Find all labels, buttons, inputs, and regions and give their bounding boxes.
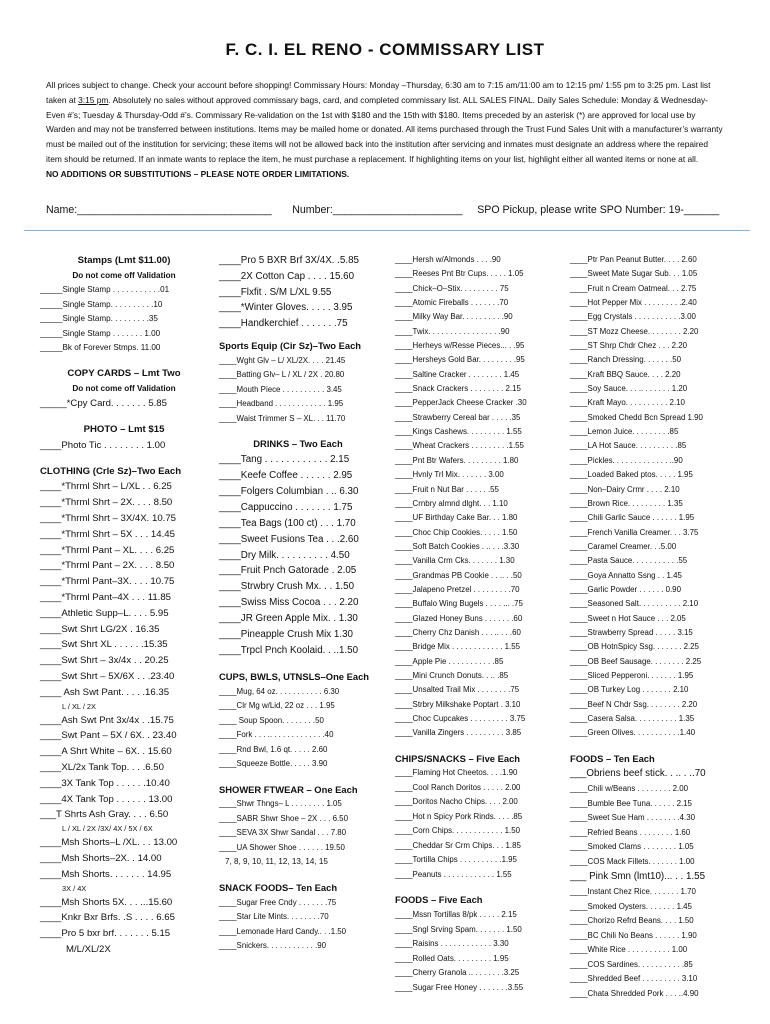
list-item[interactable]: ____Caramel Creamer. . .5.00	[570, 541, 677, 551]
list-item[interactable]: ____Herheys w/Resse Pieces... . .95	[395, 341, 525, 351]
list-item[interactable]: ____Headband . . . . . . . . . . . . 1.95	[219, 399, 344, 409]
list-item[interactable]: ____Egg Crystals . . . . . . . . . . .3.00	[570, 312, 696, 322]
divider	[24, 230, 750, 231]
list-item[interactable]: ____*Thrml Pant – 2X. . . . 8.50	[40, 560, 175, 572]
list-item[interactable]: ____Sweet Sue Ham . . . . . . . .4.30	[570, 813, 696, 823]
list-item[interactable]: ____Handkerchief . . . . . . .75	[219, 318, 348, 330]
list-item[interactable]: ____Batting Glv– L / XL / 2X . 20.80	[219, 370, 345, 380]
list-item[interactable]: ____Milky Way Bar. . . . . . . . . .90	[395, 312, 513, 322]
list-item[interactable]: ____Hot n Spicy Pork Rinds. . . . .85	[395, 811, 523, 821]
list-item[interactable]: ____Grandmas PB Cookie . . .. . .50	[395, 570, 522, 580]
photo-list	[40, 438, 208, 454]
list-item[interactable]: ____Msh Shorts–L /XL. . . 13.00	[40, 837, 178, 849]
size-note: M/L/XL/2X	[66, 943, 111, 955]
list-item[interactable]: ____Snickers. . . . . . . . . . . .90	[219, 941, 327, 951]
list-item[interactable]: ____Squeeze Bottle. . . . . 3.90	[219, 759, 328, 769]
list-item[interactable]: ____Mini Crunch Donuts. . .. .85	[395, 670, 509, 680]
list-item[interactable]: ____Sweet Fusions Tea . . .2.60	[219, 533, 359, 545]
list-item[interactable]: ____OB Beef Sausage. . . . . . . . 2.25	[570, 656, 702, 666]
list-item[interactable]: ____Glazed Honey Buns . . . . . . .60	[395, 613, 523, 623]
list-item[interactable]: ____Flxfit . S/M L/XL 9.55	[219, 286, 332, 298]
list-item[interactable]: ____*Thrml Shrt – 5X . . . 14.45	[40, 528, 175, 540]
list-item[interactable]: ____Hersheys Gold Bar. . . . . . . . .95	[395, 355, 525, 365]
list-item[interactable]: ____Cappuccino . . . . . . . 1.75	[219, 501, 353, 513]
clothing-list-2	[40, 713, 208, 824]
spo-field[interactable]: SPO Pickup, please write SPO Number: 19-______	[477, 204, 720, 216]
stamps-note: Do not come off Validation	[72, 270, 176, 280]
list-item[interactable]: ____ Ash Swt Pant. . . . .16.35	[40, 686, 170, 698]
list-item[interactable]: ____*Thrml Shrt – 2X. . . . 8.50	[40, 497, 173, 509]
list-item[interactable]: ____Chili w/Beans . . . . . . . . 2.00	[570, 784, 688, 794]
list-item[interactable]: ____Ranch Dressing. . . . . . .50	[570, 355, 681, 365]
list-item[interactable]: ____Athletic Supp–L. . . . 5.95	[40, 607, 169, 619]
list-item[interactable]: ____Strbry Milkshake Poptart . 3.10	[395, 699, 521, 709]
list-item[interactable]: ____Rolled Oats. . . . . . . . . 1.95	[395, 953, 509, 963]
list-item[interactable]: ____Dry Milk. . . . . . . . . . 4.50	[219, 549, 350, 561]
list-item[interactable]: ____Folgers Columbian . .. 6.30	[219, 485, 359, 497]
list-item[interactable]: ____Jalapeno Pretzel . . . . . . . . .70	[395, 584, 520, 594]
candy-list	[395, 253, 557, 741]
list-item[interactable]: _____Bk of Forever Stmps. 11.00	[40, 343, 161, 353]
list-item[interactable]: ____Chick–O–Stix. . . . . . . . . 75	[395, 283, 509, 293]
list-item[interactable]: ____*Thrml Pant–3X. . . . 10.75	[40, 576, 175, 588]
list-item[interactable]: ____Pro 5 BXR Brf 3X/4X. .5.85	[219, 255, 359, 266]
list-item[interactable]: ____Brown Rice. . . . . . . . . 1.35	[570, 498, 683, 508]
list-item[interactable]: ____Hot Pepper Mix . . . . . . . . .2.40	[570, 298, 697, 308]
list-item[interactable]: ____Clr Mg w/Lid, 22 oz . . . 1.95	[219, 701, 335, 711]
list-item[interactable]: ____Soft Batch Cookies . .. . . .3.30	[395, 541, 520, 551]
list-item[interactable]: ____Raisins . . . . . . . . . . . . 3.30	[395, 939, 509, 949]
list-item[interactable]: ____Kraft Mayo. . . . . . . . . . 2.10	[570, 398, 685, 408]
list-item[interactable]: ____SABR Shwr Shoe – 2X . . . 6.50	[219, 813, 348, 823]
list-item[interactable]: ____*Thrml Pant – XL. . . . 6.25	[40, 544, 175, 556]
list-item[interactable]: ____Swt Shrt LG/2X . 16.35	[40, 623, 160, 635]
list-item[interactable]: ____Crnbry almnd dlght. . . 1.10	[395, 498, 508, 508]
list-item[interactable]: ____Cool Ranch Doritos . . . . . 2.00	[395, 782, 521, 792]
list-item[interactable]: ____BC Chili No Beans . . . . . . 1.90	[570, 930, 697, 940]
list-item[interactable]: ____Choc Chip Cookies. . . . . 1.50	[395, 527, 518, 537]
list-item[interactable]: ____Doritos Nacho Chips. . . . 2.00	[395, 797, 518, 807]
list-item[interactable]: ____Bridge Mix . . . . . . . . . . . . 1.55	[395, 642, 520, 652]
list-item[interactable]: ____Pineapple Crush Mix 1.30	[219, 629, 353, 641]
list-item[interactable]: ____Green Olives. . . . . . . . . . .1.40	[570, 728, 695, 738]
list-item[interactable]: ____ST Shrp Chdr Chez . . . 2.20	[570, 341, 687, 351]
list-item[interactable]: ____Lemonade Hard Candy.. . .1.50	[219, 926, 347, 936]
list-item[interactable]: ____Smoked Oysters. . . . . . . 1.45	[570, 901, 692, 911]
list-item[interactable]: ____Msh Shorts 5X. . . ...15.60	[40, 896, 173, 908]
list-item[interactable]: ____3X Tank Top . . . . . .10.40	[40, 777, 170, 789]
section-heading-shower: SHOWER FTWEAR – One Each	[219, 783, 358, 795]
shower-list	[219, 797, 377, 855]
sports-list	[219, 354, 377, 427]
list-item[interactable]: ____ST Mozz Cheese. . . . . . . . 2.20	[570, 326, 699, 336]
list-item[interactable]: ____Trpcl Pnch Koolaid. . ..1.50	[219, 644, 359, 656]
cups-list	[219, 685, 377, 772]
notice-block	[46, 78, 726, 182]
list-item[interactable]: ____Kraft BBQ Sauce. . . . 2.20	[570, 369, 681, 379]
clothing-list	[40, 479, 208, 700]
list-item[interactable]: ____Swt Shrt XL . . . . . .15.35	[40, 639, 168, 651]
list-item[interactable]: ____JR Green Apple Mix. . 1.30	[219, 613, 358, 625]
list-item[interactable]: ____Fruit Pnch Gatorade . 2.05	[219, 565, 357, 577]
list-item[interactable]: ____Smoked Clams . . . . . . . . 1.05	[570, 842, 694, 852]
list-item[interactable]: ____Swiss Miss Cocoa . . . 2.20	[219, 597, 359, 609]
foods-ten-list-2	[570, 885, 730, 1001]
list-item[interactable]: ____Hvnly Trl Mix. . . . . . . 3.00	[395, 470, 504, 480]
list-item[interactable]: ____Mug, 64 oz. . . . . . . . . . . 6.30	[219, 686, 340, 696]
section-heading-copy: COPY CARDS – Lmt Two	[67, 367, 181, 379]
list-item[interactable]: ____Flaming Hot Cheetos. . . .1.90	[395, 768, 518, 778]
clothing-list-3	[40, 835, 208, 882]
copy-note: Do not come off Validation	[72, 383, 176, 393]
list-item[interactable]: ____SEVA 3X Shwr Sandal . . . 7.80	[219, 828, 347, 838]
list-item[interactable]: ____Swt Shrt – 5X/6X . . .23.40	[40, 671, 175, 683]
list-item[interactable]: ____Vanilla Crm Cks. . . . . . . 1.30	[395, 556, 515, 566]
list-item[interactable]: ____XL/2x Tank Top. . . .6.50	[40, 762, 164, 774]
list-item[interactable]: ____Lemon Juice. . . . . . . . .85	[570, 427, 679, 437]
notice-no-substitutions: NO ADDITIONS OR SUBSTITUTIONS – PLEASE NOTE ORDER LIMITATIONS.	[46, 168, 350, 179]
column-2	[219, 253, 377, 954]
list-item[interactable]: ____Cheddar Sr Crm Chips. . . 1.85	[395, 840, 521, 850]
list-item[interactable]: ____Kings Cashews. . . . . . . . . 1.55	[395, 427, 522, 437]
size-note: L / XL / 2X	[62, 701, 96, 711]
column-3	[395, 253, 557, 995]
section-heading-snack: SNACK FOODS– Ten Each	[219, 881, 338, 893]
list-item[interactable]: ____Unsalted Trail Mix . . . . . . . .75	[395, 685, 520, 695]
section-heading-foods-five: FOODS – Five Each	[395, 894, 483, 906]
list-item[interactable]: _____Single Stamp. . . . . . . . .35	[40, 314, 158, 324]
list-item[interactable]: ____Star Lite Mints. . . . . . . .70	[219, 912, 329, 922]
list-item[interactable]: ____Wght Glv – L/ XL/2X. . . . 21.45	[219, 355, 346, 365]
list-item[interactable]: ____Saltine Cracker . . . . . . . . 1.45	[395, 369, 520, 379]
condiments-list	[570, 253, 730, 741]
list-item[interactable]: ____2X Cotton Cap . . . . 15.60	[219, 270, 355, 282]
list-item[interactable]: ____Apple Pie . . . . . . . . . . .85	[395, 656, 504, 666]
notice-text-b: . Absolutely no sales without approved commissary bags, card, and completed commissary list. ALL SALES FINAL. Daily Sales Schedule: Monday & Wednesday-Even #’s; Tuesday & Thursday-Odd #’s. Commissary Re-validation on the 1st with $180 and the 15th with $180. Items preceded by an asterisk (*) are approved for local use by Warden and may not be transferred between institutions. Items may be mailed home or donated. All items purchased through the Trust Fund Sales Unit with a manufacturer’s warranty must be mailed out of the institution for servicing; these items will not be allowed back into the institution after servicing and inmates must designate an address where the repaired item should be returned. If an inmate wants to replace the item, he must purchase a replacement. If highlighting items on your list, highlight either all wanted items or none at all.	[46, 94, 723, 164]
notice-text-a: All prices subject to change. Check your account before shopping! Commissary Hours: Monday –Thursday, 6:30 am to 7:15 am/11:00 am to 12:15 pm/ 1:55 pm to 3:25 pm. Last list taken at	[46, 80, 711, 105]
chips-list	[395, 766, 557, 882]
list-item[interactable]: ____Cherry Granola .. . . . . . . .3.25	[395, 968, 520, 978]
foods-ten-list	[570, 782, 730, 869]
list-item[interactable]: ____4X Tank Top . . . . . . 13.00	[40, 793, 173, 805]
list-item[interactable]: _____*Cpy Card. . . . . . . 5.85	[40, 398, 167, 410]
list-item[interactable]: ____Casera Salsa. . . . . . . . . . 1.35	[570, 714, 695, 723]
list-item[interactable]: ____Msh Shorts–2X. . 14.00	[40, 853, 162, 864]
list-item[interactable]: ____Sweet Mate Sugar Sub. . . 1.05	[570, 269, 698, 279]
list-item[interactable]: ____Rnd Bwl, 1.6 qt. . . . . 2.60	[219, 744, 328, 754]
list-item[interactable]: ____Tea Bags (100 ct) . . . 1.70	[219, 517, 356, 529]
list-item[interactable]: ____Soy Sauce. . . .. . . . . . . 1.20	[570, 384, 688, 394]
list-item[interactable]: ____Keefe Coffee . . . . . . 2.95	[219, 469, 353, 481]
list-item[interactable]: ____Ash Swt Pnt 3x/4x . .15.75	[40, 714, 174, 726]
list-item[interactable]: ____Pasta Sauce. . . . . . . . . . .55	[570, 556, 688, 566]
snack-list	[219, 896, 377, 954]
list-item[interactable]: ____OB Turkey Log . . . . . . . 2.10	[570, 685, 689, 695]
section-heading-chips: CHIPS/SNACKS – Five Each	[395, 752, 521, 764]
list-item[interactable]: ____Fruit n Nut Bar . . . . . .55	[395, 484, 499, 494]
list-item[interactable]: ____Pro 5 bxr brf. . . . . . . 5.15	[40, 928, 171, 940]
list-item[interactable]: ____Seasoned Salt. . . . . . . . . . 2.10	[570, 599, 699, 609]
list-item[interactable]: ____PepperJack Cheese Cracker .30	[395, 398, 527, 408]
size-note: L / XL / 2X /3X/ 4X / 5X / 6X	[62, 824, 153, 834]
size-note: 3X / 4X	[62, 883, 87, 893]
list-item[interactable]: ____UF Birthday Cake Bar. . . 1.80	[395, 513, 518, 523]
list-item[interactable]: ____*Thrml Shrt – L/XL . . 6.25	[40, 481, 172, 493]
column-1	[40, 253, 208, 958]
list-item[interactable]: ____Choc Cupcakes . . . . . . . . . 3.75	[395, 714, 526, 723]
list-item[interactable]: ____Beef N Chdr Ssg. . . . . . . . 2.20	[570, 699, 698, 709]
list-item[interactable]: ____Buffalo Wing Bugels . . . . ... .75	[395, 599, 523, 609]
list-item[interactable]: ____Cherry Chz Danish . . . .. . . .60	[395, 627, 521, 637]
list-item[interactable]: ____Sugar Free Cndy . . . . . . .75	[219, 897, 337, 907]
section-heading-sports: Sports Equip (Cir Sz)–Two Each	[219, 339, 362, 351]
page-title: F. C. I. EL RENO - COMMISSARY LIST	[225, 40, 545, 59]
list-item[interactable]: ____Fork . . . .. . . . . . . . . . . . .40	[219, 730, 334, 740]
list-item[interactable]: ____LA Hot Sauce. . . . . . . . . .85	[570, 441, 687, 451]
name-number-row	[46, 204, 736, 216]
list-item[interactable]: ____Knkr Bxr Brfs. .S . . . . 6.65	[40, 912, 175, 924]
list-item[interactable]: ____*Thrml Shrt – 3X/4X. 10.75	[40, 513, 176, 525]
list-item[interactable]: ____Waist Trimmer S – XL. . . 11.70	[219, 413, 346, 423]
name-field[interactable]: Name:_________________________________	[46, 204, 272, 216]
list-item[interactable]: ___T Shrts Ash Gray. . . . 6.50	[40, 809, 169, 821]
list-item[interactable]: ____A Shrt White – 6X. . 15.60	[40, 746, 172, 758]
list-item[interactable]: ____Bumble Bee Tuna. . . . . . 2.15	[570, 798, 692, 808]
list-item[interactable]: ____French Vanilla Creamer. . . 3.75	[570, 527, 699, 537]
list-item[interactable]: ____Shwr Thngs– L . . . . . . . . 1.05	[219, 799, 342, 809]
list-item[interactable]: ____Snack Crackers . . . . . . . . 2.15	[395, 384, 521, 394]
list-item[interactable]: ____COS Sardines. . . . . . . . . . .85	[570, 959, 693, 969]
list-item[interactable]: ____UA Shower Shoe . . . . . . 19.50	[219, 842, 345, 852]
list-item[interactable]: ____Chorizo Refrd Beans. . . . 1.50	[570, 916, 694, 926]
notice-paragraph	[46, 78, 726, 167]
list-item[interactable]: ____Smoked Chedd Bcn Spread 1.90	[570, 412, 703, 422]
list-item[interactable]: ____Sliced Pepperoni. . . . . . . 1.95	[570, 670, 694, 680]
section-heading-photo: PHOTO – Lmt $15	[83, 424, 165, 436]
list-item[interactable]: ____Strawberry Spread . . . . . 3.15	[570, 627, 693, 637]
list-item[interactable]: ____Hersh w/Almonds . . . .90	[395, 255, 501, 264]
list-item[interactable]: ____White Rice . . . . . . . . . . 1.00	[570, 945, 688, 955]
list-item[interactable]: ____Instant Chez Rice. . . . . . . 1.70	[570, 887, 696, 897]
list-item[interactable]: ____Tang . . . . . . . . . . . . 2.15	[219, 454, 350, 466]
list-item[interactable]: ____Garlic Powder . . . . . . 0.90	[570, 584, 681, 594]
list-item[interactable]: ___Obriens beef stick. . .. . ..70	[570, 768, 706, 780]
section-heading-drinks: DRINKS – Two Each	[253, 438, 343, 450]
section-heading-stamps: Stamps (Lmt $11.00)	[77, 255, 171, 266]
list-item[interactable]: ____Refried Beans . . . . . . . . 1.60	[570, 827, 691, 837]
list-item[interactable]: ____Vanilla Zingers . . . . . . . . . 3.85	[395, 728, 522, 738]
list-item[interactable]: ____Sugar Free Honey . . . . . . .3.55	[395, 982, 524, 992]
list-item[interactable]: ____Mouth Piece . . . . . . . . . . 3.45	[219, 384, 342, 394]
list-item[interactable]: ____Swt Shrt – 3x/4x . . 20.25	[40, 655, 169, 667]
list-item[interactable]: ____*Winter Gloves. . . . . 3.95	[219, 302, 353, 314]
section-heading-clothing: CLOTHING (Crle Sz)–Two Each	[40, 465, 182, 477]
copy-list	[40, 396, 208, 412]
list-item[interactable]: ____Sweet n Hot Sauce . . . 2.05	[570, 613, 686, 623]
list-item[interactable]: ____Chili Garlic Sauce . . . . . . 1.95	[570, 513, 695, 523]
list-item[interactable]: ____OB HotnSpicy Ssg. . . . . . . 2.25	[570, 642, 699, 652]
list-item[interactable]: ____Tortilla Chips . . . . . . . . . .1.95	[395, 855, 517, 865]
list-item[interactable]: ____Msh Shorts. . . . . . . 14.95	[40, 868, 172, 880]
list-item[interactable]: ____COS Mack Fillets. . . . . . . 1.00	[570, 856, 695, 866]
list-item[interactable]: ____Pnt Btr Wafers. . . . . . . . . 1.80	[395, 455, 519, 465]
foods-five-list	[395, 908, 557, 995]
list-item[interactable]: ____Strawberry Cereal bar . . . . .35	[395, 412, 521, 422]
drinks-list	[219, 452, 377, 659]
list-item[interactable]: ____Sngl Srving Spam. . . . . . . 1.50	[395, 924, 522, 934]
list-item[interactable]: ___ Pink Smn (lmt10)... . . 1.55	[570, 871, 706, 883]
list-item[interactable]: ____Atomic Fireballs . . . . . . .70	[395, 298, 509, 308]
misc-list	[219, 253, 377, 332]
list-item[interactable]: ____Fruit n Cream Oatmeal. . . 2.75	[570, 283, 697, 293]
stamps-list	[40, 283, 208, 356]
list-item[interactable]: ____Corn Chips. . . . . . . . . . . . 1.50	[395, 826, 520, 836]
list-item[interactable]: ____Pickles. . . . . . . . . . . . . ..90	[570, 455, 683, 465]
list-item[interactable]: ____Swt Pant – 5X / 6X. . 23.40	[40, 730, 177, 742]
list-item[interactable]: _____Single Stamp . . . . . . . . . . .01	[40, 285, 170, 295]
section-heading-cups: CUPS, BWLS, UTNSLS–One Each	[219, 670, 370, 682]
column-4	[570, 253, 730, 1001]
clothing-list-4	[40, 895, 208, 942]
list-item[interactable]: ____Mssn Tortillas 8/pk . . . . . 2.15	[395, 910, 517, 920]
shoe-sizes: 7, 8, 9, 10, 11, 12, 13, 14, 15	[225, 857, 328, 867]
list-item[interactable]: ____Strwbry Crush Mx. . . 1.50	[219, 581, 355, 593]
list-item[interactable]: ____Chata Shredded Pork . . . ..4.90	[570, 988, 699, 998]
notice-last-list-time: 3:15 pm	[78, 94, 109, 105]
list-item[interactable]: ____Peanuts . . . . . . . . . . . . 1.55	[395, 869, 512, 879]
list-item[interactable]: ____*Thrml Pant–4X . . . 11.85	[40, 592, 172, 604]
list-item[interactable]: _____Single Stamp. . . . . . . . . .10	[40, 299, 163, 309]
list-item[interactable]: ____Non–Dairy Crmr . . . . 2.10	[570, 484, 680, 494]
list-item[interactable]: _____Single Stamp . . . . . . . 1.00	[40, 328, 161, 338]
list-item[interactable]: ____Goya Annatto Ssng . . 1.45	[570, 570, 682, 580]
list-item[interactable]: ____Wheat Crackers . . . . . . . . .1.55	[395, 441, 524, 451]
list-item[interactable]: ____Reeses Pnt Btr Cups. . . . . 1.05	[395, 269, 524, 279]
list-item[interactable]: ____Twix. . . . . . . . . . . . . . . . .90	[395, 326, 510, 336]
number-field[interactable]: Number:______________________	[292, 204, 463, 216]
list-item[interactable]: ____Loaded Baked ptos. . . . . 1.95	[570, 470, 693, 480]
list-item[interactable]: ____Ptr Pan Peanut Butter. . . . 2.60	[570, 255, 697, 264]
section-heading-foods-ten: FOODS – Ten Each	[570, 752, 655, 764]
list-item[interactable]: ____Shredded Beef . . . . . . . . . 3.10	[570, 974, 698, 984]
list-item[interactable]: ____ Soup Spoon. . . . . . . .50	[219, 715, 324, 725]
list-item[interactable]: ____Photo Tic . . . . . . . . 1.00	[40, 439, 166, 451]
